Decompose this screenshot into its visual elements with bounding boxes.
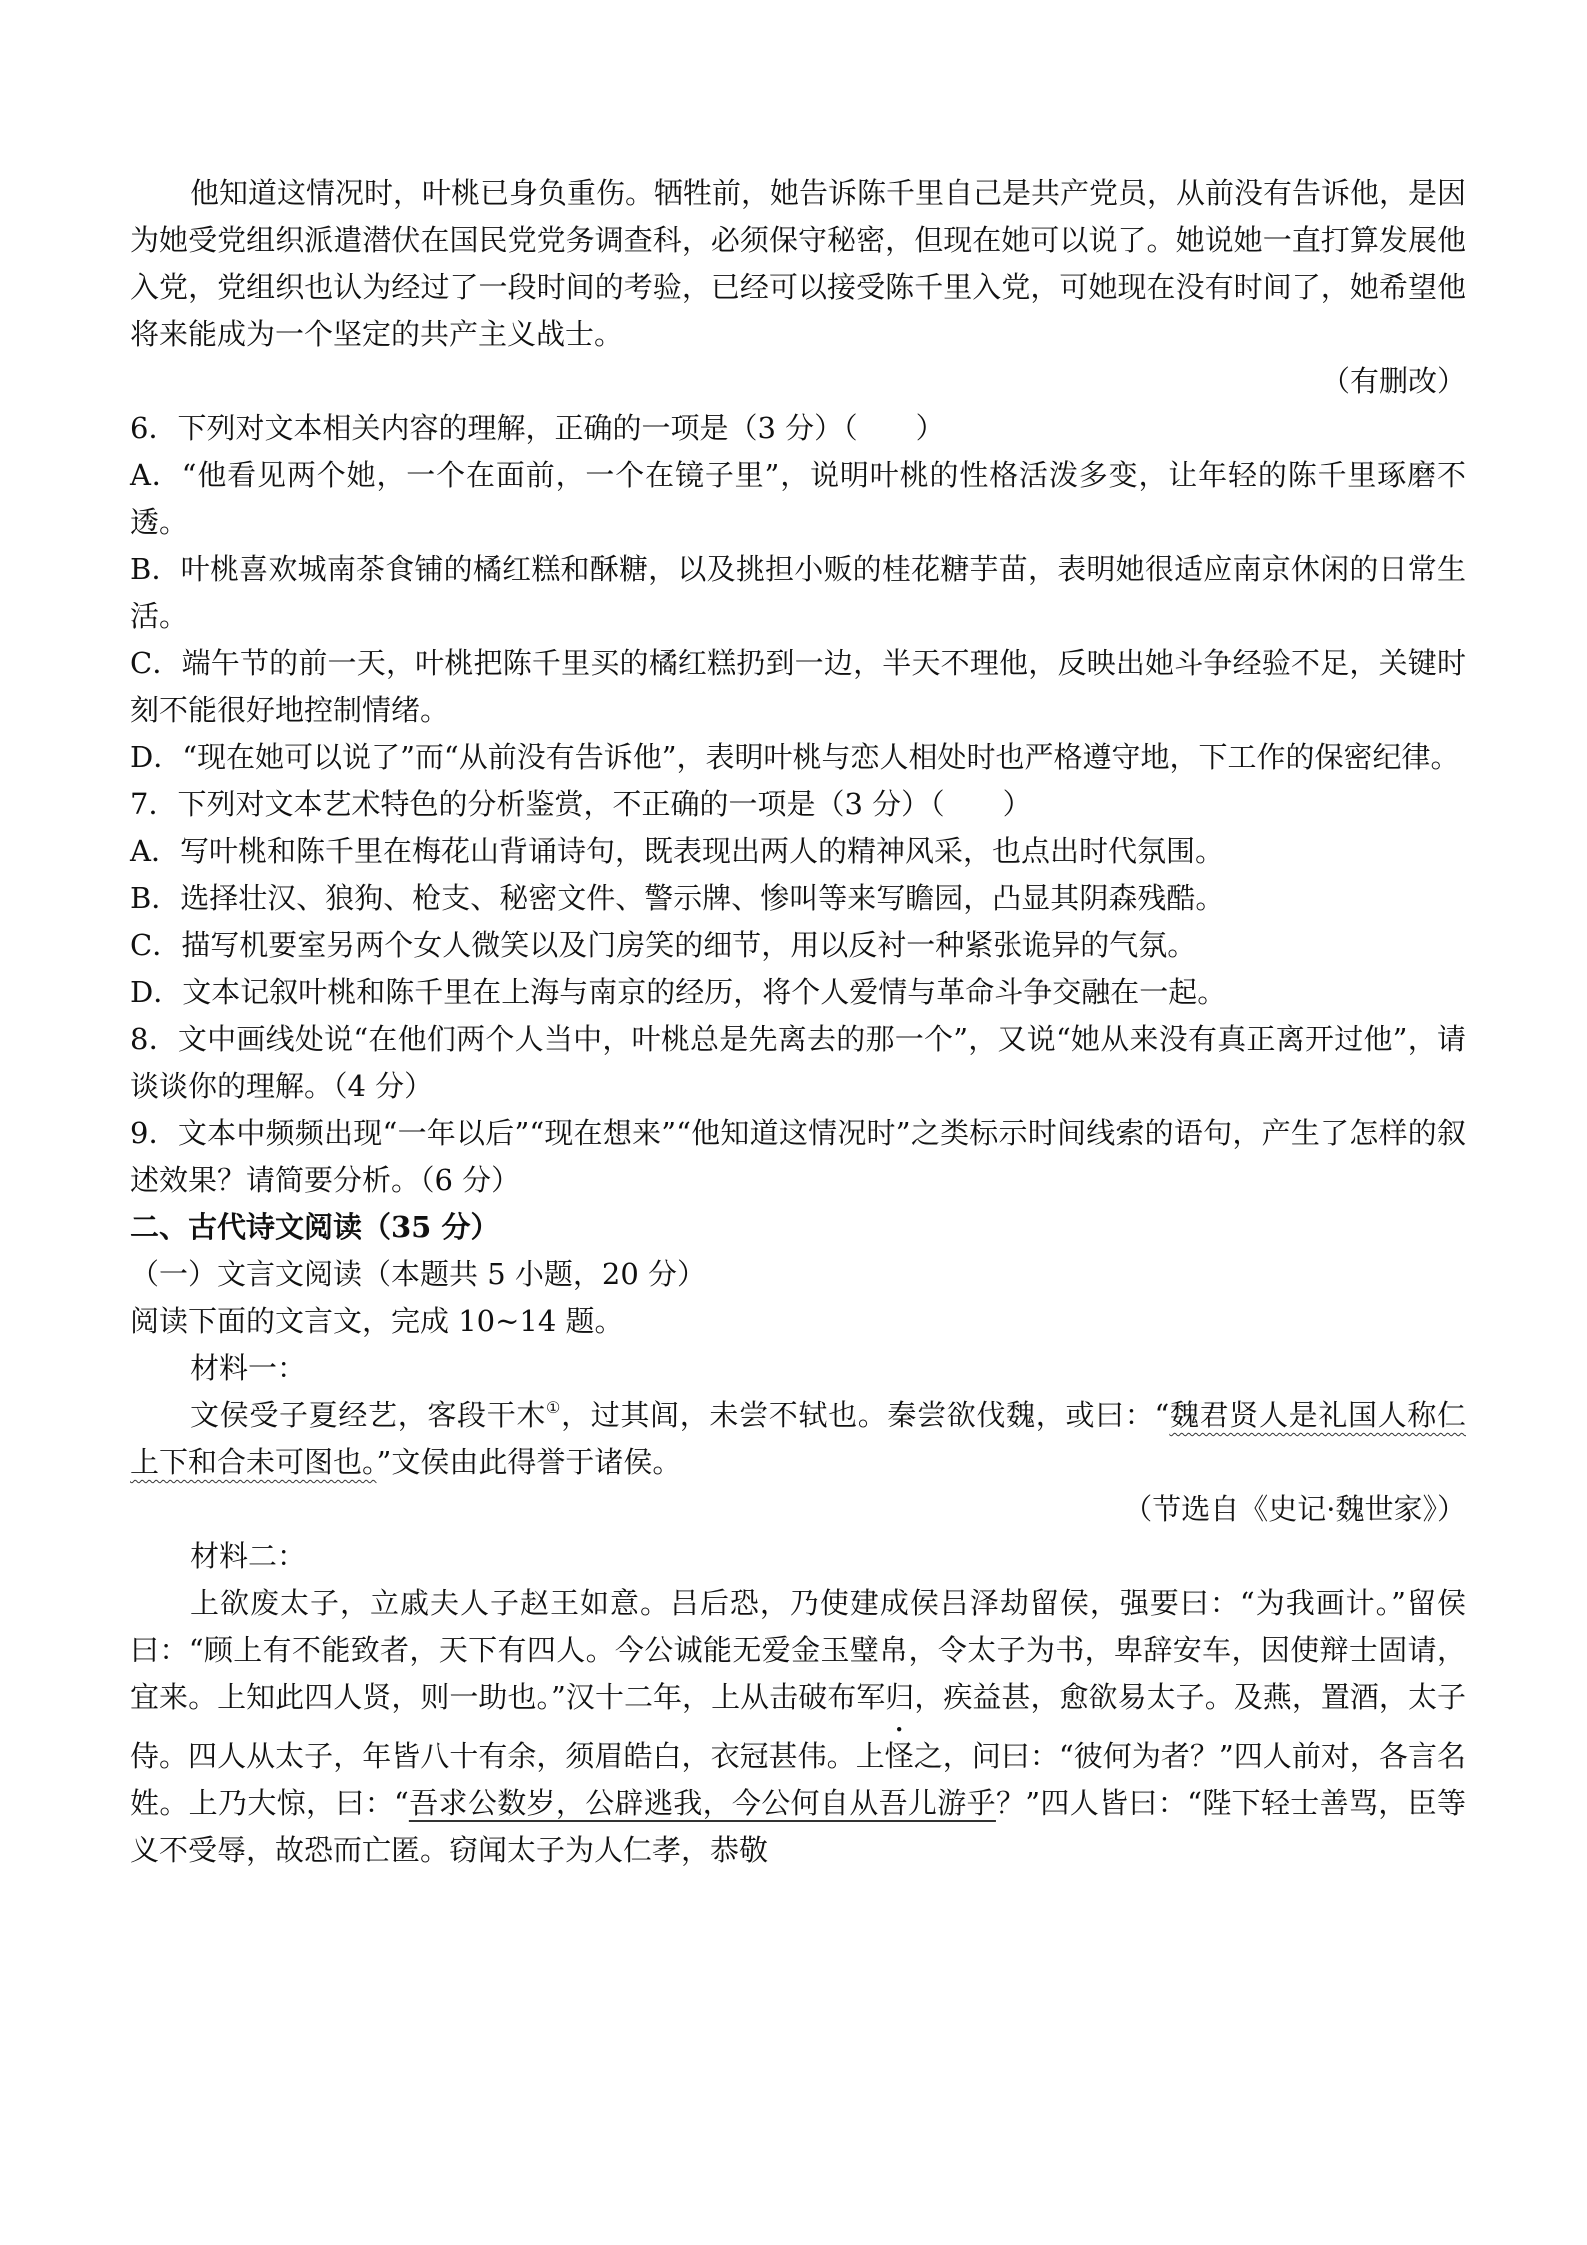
reading-instruction: 阅读下面的文言文，完成 10~14 题。 bbox=[130, 1304, 624, 1338]
question-6-stem: 6．下列对文本相关内容的理解，正确的一项是（3 分）（ ） bbox=[130, 411, 945, 445]
question-7-option-a: A．写叶桃和陈千里在梅花山背诵诗句，既表现出两人的精神风采，也点出时代氛围。 bbox=[130, 834, 1224, 868]
material-2-dotted-char: 怪 bbox=[884, 1739, 914, 1773]
footnote-mark: ① bbox=[546, 1398, 562, 1417]
material-2-label: 材料二： bbox=[190, 1539, 307, 1573]
material-1-source: （节选自《史记·魏世家》） bbox=[1123, 1492, 1466, 1526]
question-7-option-c: C．描写机要室另两个女人微笑以及门房笑的细节，用以反衬一种紧张诡异的气氛。 bbox=[130, 928, 1197, 962]
material-2-text-c: ？”四人皆曰：“陛下轻士善骂，臣等义不受辱，故恐而亡匿。窃闻太子为人仁孝，恭敬 bbox=[130, 1786, 1466, 1867]
subsection-1-title: （一）文言文阅读（本题共 5 小题，20 分） bbox=[130, 1257, 707, 1291]
question-6-option-c: C．端午节的前一天，叶桃把陈千里买的橘红糕扔到一边，半天不理他，反映出她斗争经验不足，关键时刻不能很好地控制情绪。 bbox=[130, 646, 1466, 727]
material-1-label: 材料一： bbox=[190, 1351, 307, 1385]
material-1-text-b: ，过其闾，未尝不轼也。秦尝欲伐魏，或曰：“ bbox=[561, 1398, 1170, 1432]
question-6-option-a: A．“他看见两个她，一个在面前，一个在镜子里”，说明叶桃的性格活泼多变，让年轻的陈千里琢磨不透。 bbox=[130, 458, 1466, 539]
question-7-option-b: B．选择壮汉、狼狗、枪支、秘密文件、警示牌、惨叫等来写瞻园，凸显其阴森残酷。 bbox=[130, 881, 1225, 915]
material-1-text-c: ”文侯由此得誉于诸侯。 bbox=[376, 1445, 682, 1479]
material-2-text bbox=[130, 1580, 1466, 1874]
material-2-text-a: 上欲废太子，立戚夫人子赵王如意。吕后恐，乃使建成侯吕泽劫留侯，强要曰：“为我画计。”留侯曰：“顾上有不能致者，天下有四人。今公诚能无爱金玉璧帛，令太子为书，卑辞安车，因使辩士固请，宜来。上知此四人贤，则一助也。”汉十二年，上从击破布军归，疾益甚，愈欲易太子。及燕，置酒，太子侍。四人从太子，年皆八十有余，须眉皓白，衣冠甚伟。上 bbox=[130, 1586, 1466, 1773]
question-8: 8．文中画线处说“在他们两个人当中，叶桃总是先离去的那一个”，又说“她从来没有真正离开过他”，请谈谈你的理解。（4 分） bbox=[130, 1022, 1466, 1103]
question-9: 9．文本中频频出现“一年以后”“现在想来”“他知道这情况时”之类标示时间线索的语句，产生了怎样的叙述效果？请简要分析。（6 分） bbox=[130, 1116, 1466, 1197]
source-note: （有删改） bbox=[1320, 364, 1466, 398]
material-2-text-b: 之，问曰：“彼何为者？”四人前对，各言名姓。上乃大惊，曰：“ bbox=[130, 1739, 1466, 1820]
page-content bbox=[130, 170, 1466, 1874]
material-2-underlined: 吾求公数岁，公辟逃我，今公何自从吾儿游乎 bbox=[408, 1786, 996, 1820]
material-1-text bbox=[130, 1392, 1466, 1486]
material-1-wavy-underline: 魏君贤人是礼国人称仁上下和合未可图也。 bbox=[130, 1398, 1466, 1479]
passage-paragraph: 他知道这情况时，叶桃已身负重伤。牺牲前，她告诉陈千里自己是共产党员，从前没有告诉他，是因为她受党组织派遣潜伏在国民党党务调查科，必须保守秘密，但现在她可以说了。她说她一直打算发展他入党，党组织也认为经过了一段时间的考验，已经可以接受陈千里入党，可她现在没有时间了，她希望他将来能成为一个坚定的共产主义战士。 bbox=[130, 176, 1467, 351]
question-6-option-d: D．“现在她可以说了”而“从前没有告诉他”，表明叶桃与恋人相处时也严格遵守地，下工作的保密纪律。 bbox=[130, 740, 1460, 774]
material-1-text-a: 文侯受子夏经艺，客段干木 bbox=[190, 1398, 547, 1432]
question-7-option-d: D．文本记叙叶桃和陈千里在上海与南京的经历，将个人爱情与革命斗争交融在一起。 bbox=[130, 975, 1227, 1009]
section-2-title: 二、古代诗文阅读（35 分） bbox=[130, 1210, 500, 1244]
question-7-stem: 7．下列对文本艺术特色的分析鉴赏，不正确的一项是（3 分）（ ） bbox=[130, 787, 1032, 821]
question-6-option-b: B．叶桃喜欢城南茶食铺的橘红糕和酥糖，以及挑担小贩的桂花糖芋苗，表明她很适应南京休闲的日常生活。 bbox=[130, 552, 1466, 633]
